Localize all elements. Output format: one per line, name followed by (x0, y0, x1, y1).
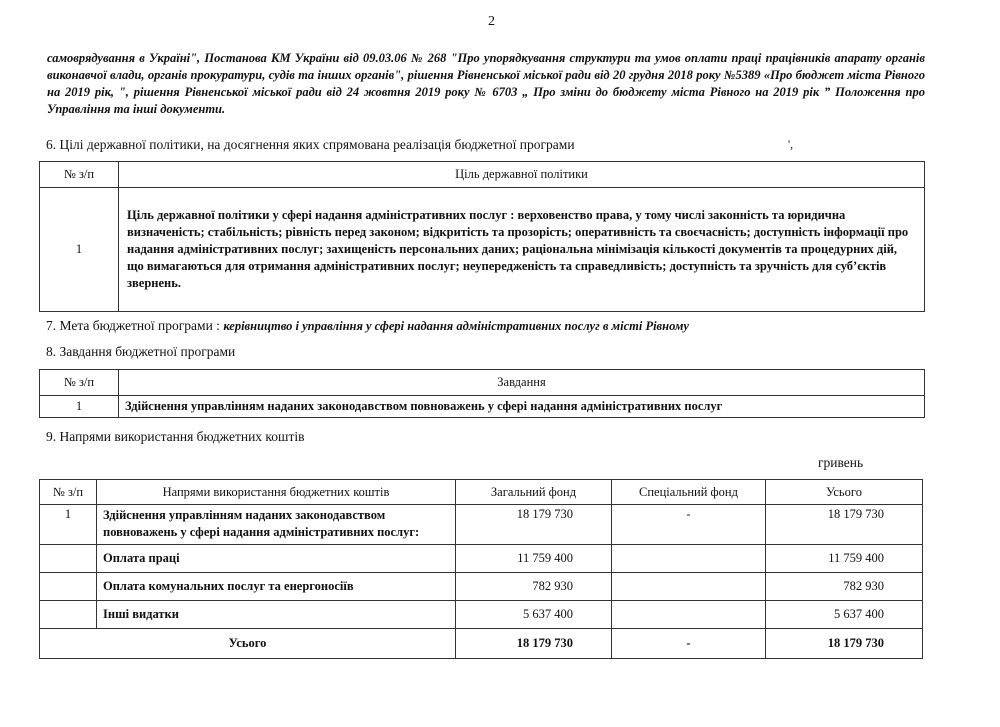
section-8-heading: 8. Завдання бюджетної програми (46, 344, 236, 359)
total-row (40, 629, 923, 659)
row-number: 1 (40, 188, 119, 312)
section-7 (46, 318, 689, 334)
table-row (40, 545, 923, 573)
page-number: 2 (488, 14, 495, 29)
row-number: 1 (40, 505, 97, 545)
section-6-heading: 6. Цілі державної політики, на досягнення яких спрямована реалізація бюджетної програми (46, 137, 575, 152)
col-header-number: № з/п (40, 370, 119, 396)
col-header-number: № з/п (40, 480, 97, 505)
policy-goal-text: Ціль державної політики у сфері надання адміністративних послуг : верховенство права, у тому числі законність та юридична визначеність; стабільність; рівність перед законом; відкритість та прозорість; оперативність та своєчасність; доступність інформації про надання адміністративних послуг; захищеність персональних даних; раціональна мінімізація кількості документів та процедурних дій, що вимагаються для отримання адміністративних послуг; неупередженість та справедливість; доступність та зручність для суб’єктів звернень. (119, 188, 925, 312)
program-goal-text: керівництво і управління у сфері надання адміністративних послуг в місті Рівному (223, 319, 689, 333)
direction-name: Здійснення управлінням наданих законодавством повноважень у сфері надання адміністративних послуг: (97, 505, 456, 545)
special-fund-value: - (612, 505, 766, 545)
table-row (40, 601, 923, 629)
row-number (40, 545, 97, 573)
total-special-fund: - (612, 629, 766, 659)
col-header-general-fund: Загальний фонд (456, 480, 612, 505)
total-value: 782 930 (766, 573, 923, 601)
section-9-heading: 9. Напрями використання бюджетних коштів (46, 429, 305, 444)
general-fund-value: 11 759 400 (456, 545, 612, 573)
col-header-special-fund: Спеціальний фонд (612, 480, 766, 505)
row-number (40, 601, 97, 629)
total-value: 5 637 400 (766, 601, 923, 629)
direction-name: Оплата комунальних послуг та енергоносіїв (97, 573, 456, 601)
col-header-number: № з/п (40, 162, 119, 188)
table-row (40, 505, 923, 545)
section-7-heading: 7. Мета бюджетної програми : (46, 318, 220, 333)
policy-goals-table (39, 161, 925, 312)
total-value: 11 759 400 (766, 545, 923, 573)
stray-mark: ', (788, 137, 794, 151)
grand-total: 18 179 730 (766, 629, 923, 659)
direction-name: Оплата праці (97, 545, 456, 573)
table-row (40, 573, 923, 601)
general-fund-value: 782 930 (456, 573, 612, 601)
col-header-total: Усього (766, 480, 923, 505)
tasks-table (39, 369, 925, 418)
currency-unit: гривень (818, 455, 864, 470)
budget-directions-table (39, 479, 923, 659)
total-value: 18 179 730 (766, 505, 923, 545)
col-header-goal: Ціль державної політики (119, 162, 925, 188)
col-header-direction: Напрями використання бюджетних коштів (97, 480, 456, 505)
row-number: 1 (40, 396, 119, 418)
task-text: Здійснення управлінням наданих законодавством повноважень у сфері надання адміністративних послуг (119, 396, 925, 418)
legal-basis-text: самоврядування в Україні", Постанова КМ України від 09.03.06 № 268 "Про упорядкування структури та умов оплати праці працівників апарату органів виконавчої влади, органів прокуратури, судів та інших органів", рішення Рівненської міської ради від 20 грудня 2018 року №5389 «Про бюджет міста Рівного на 2019 рік, ", рішення Рівненської міської ради від 24 жовтня 2019 року № 6703 „ Про зміни до бюджету міста Рівного на 2019 рік ” Положення про Управління та інші документи. (47, 51, 925, 116)
col-header-task: Завдання (119, 370, 925, 396)
special-fund-value (612, 601, 766, 629)
total-general-fund: 18 179 730 (456, 629, 612, 659)
total-label: Усього (40, 629, 456, 659)
general-fund-value: 18 179 730 (456, 505, 612, 545)
special-fund-value (612, 573, 766, 601)
general-fund-value: 5 637 400 (456, 601, 612, 629)
row-number (40, 573, 97, 601)
direction-name: Інші видатки (97, 601, 456, 629)
special-fund-value (612, 545, 766, 573)
